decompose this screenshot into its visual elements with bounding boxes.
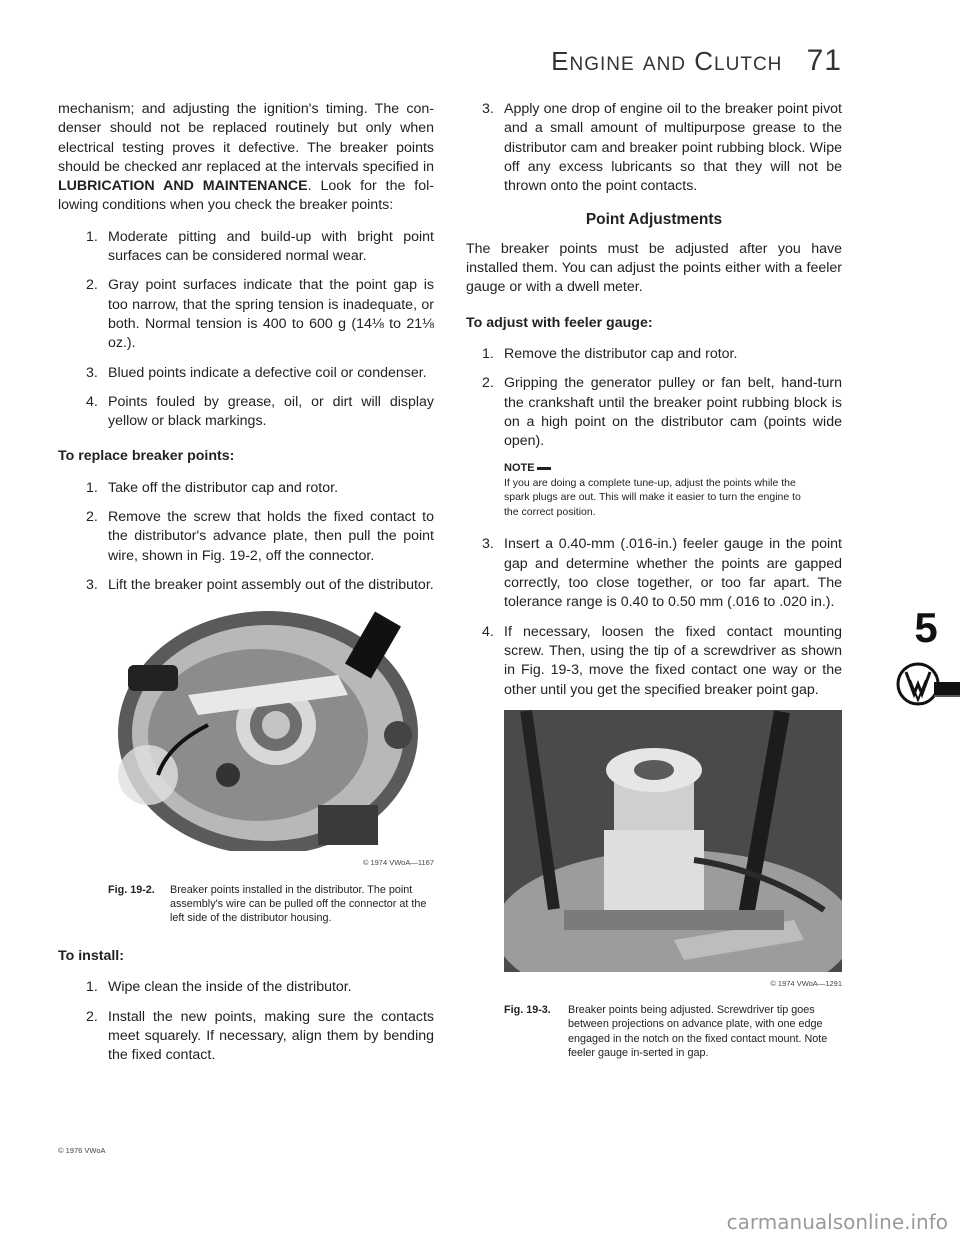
figure-label: Fig. 19-3. <box>504 1004 551 1017</box>
adjustment-illustration <box>504 710 842 972</box>
list-item: 2. Remove the screw that holds the fixed contact to the distributor's advance plate, then pull the point wire, shown in Fig. 19-2, off the connector. <box>86 509 434 564</box>
install-steps-list <box>58 978 434 1065</box>
photo-credit: © 1974 VWoA—1167 <box>362 858 434 868</box>
figure-19-2 <box>108 605 434 925</box>
list-item: 2. Gray point surfaces indicate that the point gap is too narrow, that the spring tension is inadequate, or both. Normal tension is 400 to 600 g (14⅛ to 21⅛ oz.). <box>86 277 434 352</box>
section-tab <box>896 604 960 720</box>
note-text: If you are doing a complete tune-up, adjust the points while the spark plugs are out. This will make it easier to turn the engine to the correct position. <box>504 476 801 518</box>
note-label: NOTE <box>504 461 810 476</box>
list-item: 4. If necessary, loosen the fixed contact mounting screw. Then, using the tip of a screwdriver as shown in Fig. 19-3, move the fixed contact one way or the other until you get the specified breaker point gap. <box>482 623 842 698</box>
page-copyright: © 1976 VWoA <box>58 1146 106 1155</box>
figure-19-3 <box>504 710 842 1060</box>
header-title-ngine: NGINE <box>569 54 635 75</box>
photo-credit: © 1974 VWoA—1291 <box>770 978 842 988</box>
figure-caption-text: Breaker points installed in the distributor. The point assembly's wire can be pulled off the connector at the left side of the distributor housing. <box>170 883 427 924</box>
list-item: 4. Points fouled by grease, oil, or dirt will display yellow or black markings. <box>86 393 434 430</box>
left-column <box>58 100 434 1076</box>
figure-label: Fig. 19-2. <box>108 883 155 896</box>
figure-caption <box>108 883 434 926</box>
list-item: 1. Take off the distributor cap and rotor. <box>86 479 339 496</box>
replace-heading: To replace breaker points: <box>58 448 235 465</box>
intro-paragraph <box>58 100 434 216</box>
distributor-illustration <box>108 605 434 851</box>
watermark-text: carmanualsonline.info <box>726 1210 948 1234</box>
header-title-and: AND <box>642 54 687 75</box>
adjustment-photo <box>504 710 842 972</box>
list-item: 3. Apply one drop of engine oil to the breaker point pivot and a small amount of multipurpose grease to the distributor cam and breaker point rubbing block. Wipe off any excess lubricants so that they will not be thrown onto the point contacts. <box>482 101 842 195</box>
install-heading: To install: <box>58 948 124 965</box>
list-item: 3. Insert a 0.40-mm (.016-in.) feeler gauge in the point gap and determine whether the points are gapped correctly, too close together, or too far apart. The tolerance range is 0.40 to 0.50 mm (.016 to .020 in.). <box>482 536 842 611</box>
list-item: 2. Install the new points, making sure the contacts meet squarely. If necessary, align them by bending the fixed contact. <box>86 1008 434 1064</box>
conditions-list <box>58 228 434 432</box>
header-title-e: E <box>551 46 570 76</box>
feeler-gauge-heading: To adjust with feeler gauge: <box>466 314 653 331</box>
running-header <box>551 44 842 78</box>
note-box <box>504 461 810 519</box>
intro-text-1: mechanism; and adjusting the ignition's timing. The con-denser should not be replaced routinely but only when electrical testing proves it defective. The breaker points should be checked anr replaced at the intervals specified in <box>58 101 434 175</box>
distributor-photo <box>108 605 434 851</box>
replace-steps-list <box>58 479 434 595</box>
section-number: 5 <box>914 604 938 651</box>
list-item: 2. Gripping the generator pulley or fan belt, hand-turn the crankshaft until the breaker point rubbing block is on a high point on the distributor cam (points wide open). <box>482 375 842 450</box>
feeler-steps-list <box>466 345 842 451</box>
figure-caption-text: Breaker points being adjusted. Screwdriver tip goes between projections on advance plate, with one edge engaged in the notch on the fixed contact mount. Note feeler gauge in-serted in gap. <box>568 1004 828 1059</box>
install-steps-continued <box>466 100 842 196</box>
list-item: 1. Moderate pitting and build-up with bright point surfaces can be considered normal wear. <box>86 228 434 265</box>
header-title-lutch: LUTCH <box>714 54 783 75</box>
vw-logo-icon <box>896 660 960 712</box>
adjust-intro-paragraph: The breaker points must be adjusted after you have installed them. You can adjust the points either with a feeler gauge or with a dwell meter. <box>466 240 842 296</box>
figure-caption <box>504 1003 842 1060</box>
list-item: 3. Blued points indicate a defective coil or condenser. <box>86 364 427 381</box>
right-column <box>466 100 842 1060</box>
point-adjustments-heading: Point Adjustments <box>585 211 723 229</box>
list-item: 1. Remove the distributor cap and rotor. <box>482 345 738 362</box>
intro-text-2: . Look for the fol-lowing conditions when you check the breaker points: <box>58 178 434 214</box>
list-item: 3. Lift the breaker point assembly out of the distributor. <box>86 576 434 593</box>
intro-reference-bold: LUBRICATION AND MAINTENANCE <box>58 178 308 195</box>
page-number: 71 <box>806 44 842 77</box>
list-item: 1. Wipe clean the inside of the distributor. <box>86 979 352 996</box>
feeler-steps-list-continued <box>466 535 842 699</box>
header-title-c: C <box>694 46 715 76</box>
